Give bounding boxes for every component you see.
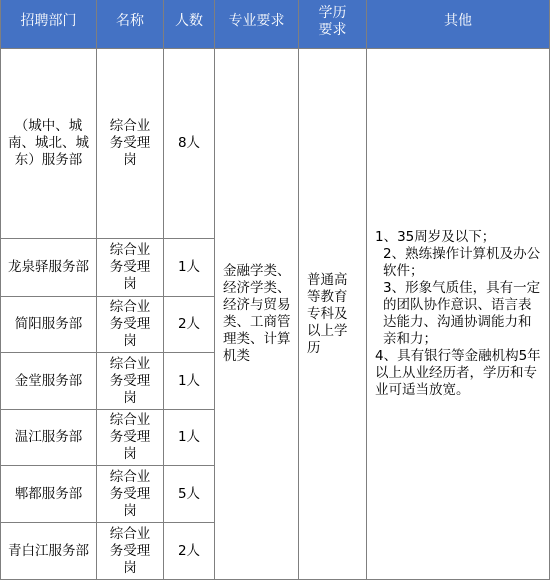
header-department: 招聘部门: [1, 0, 97, 49]
count-cell: 2人: [164, 523, 215, 580]
header-major: 专业要求: [215, 0, 299, 49]
count-cell: 1人: [164, 410, 215, 466]
other-requirements-cell: [367, 49, 550, 580]
position-cell: 综合业务受理岗: [97, 523, 164, 580]
department-cell: 金堂服务部: [1, 353, 97, 410]
other-requirement-item: 1、35周岁及以下；: [375, 229, 496, 245]
department-cell: 龙泉驿服务部: [1, 239, 97, 297]
other-requirement-item: 4、具有银行等金融机构5年以上从业经历者，学历和专业可适当放宽。: [375, 348, 541, 398]
header-education: 学历 要求: [299, 0, 367, 49]
department-cell: 简阳服务部: [1, 297, 97, 353]
department-cell: 温江服务部: [1, 410, 97, 466]
header-count: 人数: [164, 0, 215, 49]
count-cell: 5人: [164, 466, 215, 523]
position-cell: 综合业务受理岗: [97, 353, 164, 410]
other-requirement-item: 2、熟练操作计算机及办公软件；: [383, 246, 541, 279]
table-row: [1, 49, 550, 239]
count-cell: 1人: [164, 239, 215, 297]
count-cell: 8人: [164, 49, 215, 239]
department-cell: 青白江服务部: [1, 523, 97, 580]
position-cell: 综合业务受理岗: [97, 410, 164, 466]
position-cell: 综合业务受理岗: [97, 466, 164, 523]
header-other: 其他: [367, 0, 550, 49]
header-position: 名称: [97, 0, 164, 49]
position-cell: 综合业务受理岗: [97, 49, 164, 239]
major-requirement-cell: 金融学类、经济学类、经济与贸易类、工商管理类、计算机类: [215, 49, 299, 580]
education-requirement-cell: 普通高等教育专科及以上学历: [299, 49, 367, 580]
position-cell: 综合业务受理岗: [97, 239, 164, 297]
count-cell: 2人: [164, 297, 215, 353]
header-row: [1, 0, 550, 49]
position-cell: 综合业务受理岗: [97, 297, 164, 353]
count-cell: 1人: [164, 353, 215, 410]
department-cell: （城中、城南、城北、城东）服务部: [1, 49, 97, 239]
other-requirement-item: 3、形象气质佳，具有一定的团队协作意识、语言表达能力、沟通协调能力和亲和力；: [383, 280, 541, 347]
department-cell: 郫都服务部: [1, 466, 97, 523]
